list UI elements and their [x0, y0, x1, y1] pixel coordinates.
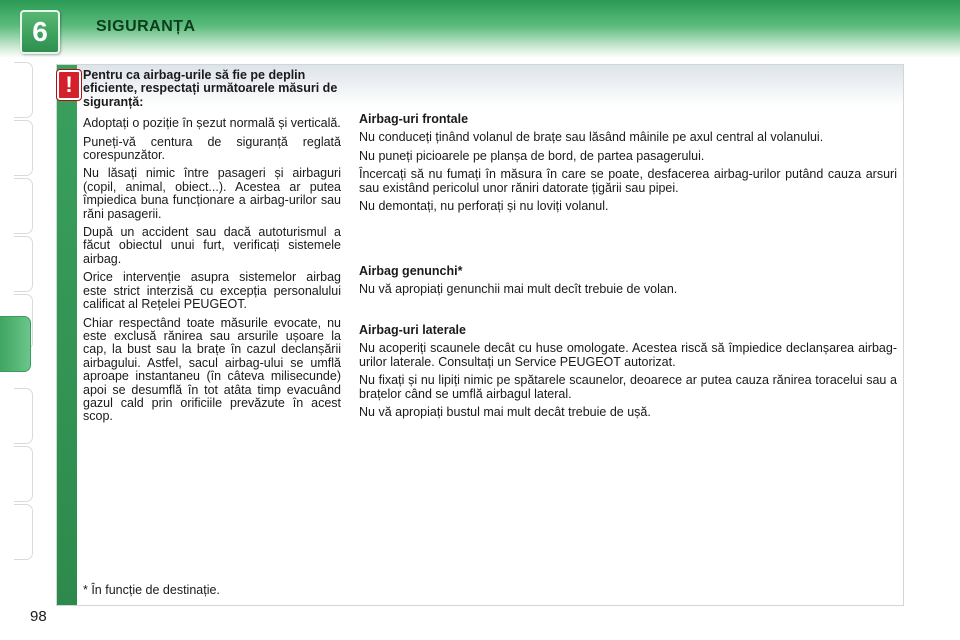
left-paragraph: Orice intervenție asupra sistemelor airbag este strict interzisă cu excepția personalului calificat al Rețelei PEUGEOT.	[83, 270, 341, 312]
chapter-tab-3[interactable]	[14, 178, 33, 234]
footnote: * În funcție de destinație.	[83, 583, 220, 597]
chapter-tab-2[interactable]	[14, 120, 33, 176]
section-paragraph: Nu puneți picioarele pe planșa de bord, de partea pasagerului.	[359, 148, 705, 163]
chapter-tabs	[0, 58, 34, 578]
frontal-airbags-section	[359, 113, 897, 218]
chapter-tab-7[interactable]	[14, 388, 33, 444]
left-paragraph: Chiar respectând toate măsurile evocate, nu este exclusă rănirea sau arsurile ușoare la cap, la bust sau la brațe în cazul declanșării airbagului. Astfel, sacul airbag-ului se umflă aproape instantaneu (în câteva milisecunde) apoi se desumflă în tot atâta timp evacuând gazul cald prin orificiile prevăzute în acest scop.	[83, 315, 341, 424]
knee-airbag-section	[359, 265, 897, 302]
left-paragraph: După un accident sau dacă autoturismul a făcut obiectul unui furt, verificați sistemele airbag.	[83, 225, 341, 266]
section-paragraph: Nu acoperiți scaunele decât cu huse omologate. Acestea riscă să împiedice declanșarea airbag-urilor laterale. Consultați un Service PEUGEOT autorizat.	[359, 341, 897, 369]
section-title: Airbag-uri frontale	[359, 112, 469, 126]
section-paragraph: Nu demontați, nu perforați și nu loviți volanul.	[359, 199, 609, 214]
lateral-airbags-section	[359, 324, 897, 424]
chapter-tab-1[interactable]	[14, 62, 33, 118]
chapter-number-badge: 6	[20, 10, 60, 54]
intro-heading: Pentru ca airbag-urile să fie pe deplin eficiente, respectați următoarele măsuri de siguranță:	[83, 68, 338, 109]
section-paragraph: Nu conduceți ținând volanul de brațe sau lăsând mâinile pe axul central al volanului.	[359, 130, 824, 145]
chapter-tab-4[interactable]	[14, 236, 33, 292]
section-paragraph: Încercați să nu fumați în măsura în care se poate, desfacerea airbag-urilor putând cauza arsuri sau existând pericolul unor răniri datorate țigării sau pipei.	[359, 167, 897, 195]
panel-accent-stripe	[57, 65, 77, 605]
left-paragraph: Nu lăsați nimic între pasageri și airbaguri (copil, animal, obiect...). Acestea ar putea împiedica buna funcționare a airbag-urilor sau răni pasagerii.	[83, 166, 341, 221]
section-paragraph: Nu fixați și nu lipiți nimic pe spătarele scaunelor, deoarece ar putea cauza rănirea toracelui sau a brațelor când se umflă airbagul lateral.	[359, 373, 897, 401]
exclamation-icon: !	[57, 70, 81, 100]
section-title: Airbag-uri laterale	[359, 323, 466, 337]
chapter-tab-9[interactable]	[14, 504, 33, 560]
section-title: Airbag genunchi*	[359, 264, 463, 278]
chapter-title: SIGURANȚA	[96, 18, 196, 35]
section-paragraph: Nu vă apropiați genunchii mai mult decît trebuie de volan.	[359, 282, 678, 297]
left-paragraph: Adoptați o poziție în șezut normală și verticală.	[83, 116, 341, 131]
page-number: 98	[30, 608, 47, 625]
chapter-tab-6-active[interactable]	[0, 316, 31, 372]
left-column	[83, 69, 341, 429]
chapter-tab-8[interactable]	[14, 446, 33, 502]
section-paragraph: Nu vă apropiați bustul mai mult decât trebuie de ușă.	[359, 405, 651, 420]
left-paragraph: Puneți-vă centura de siguranță reglată corespunzător.	[83, 134, 341, 163]
